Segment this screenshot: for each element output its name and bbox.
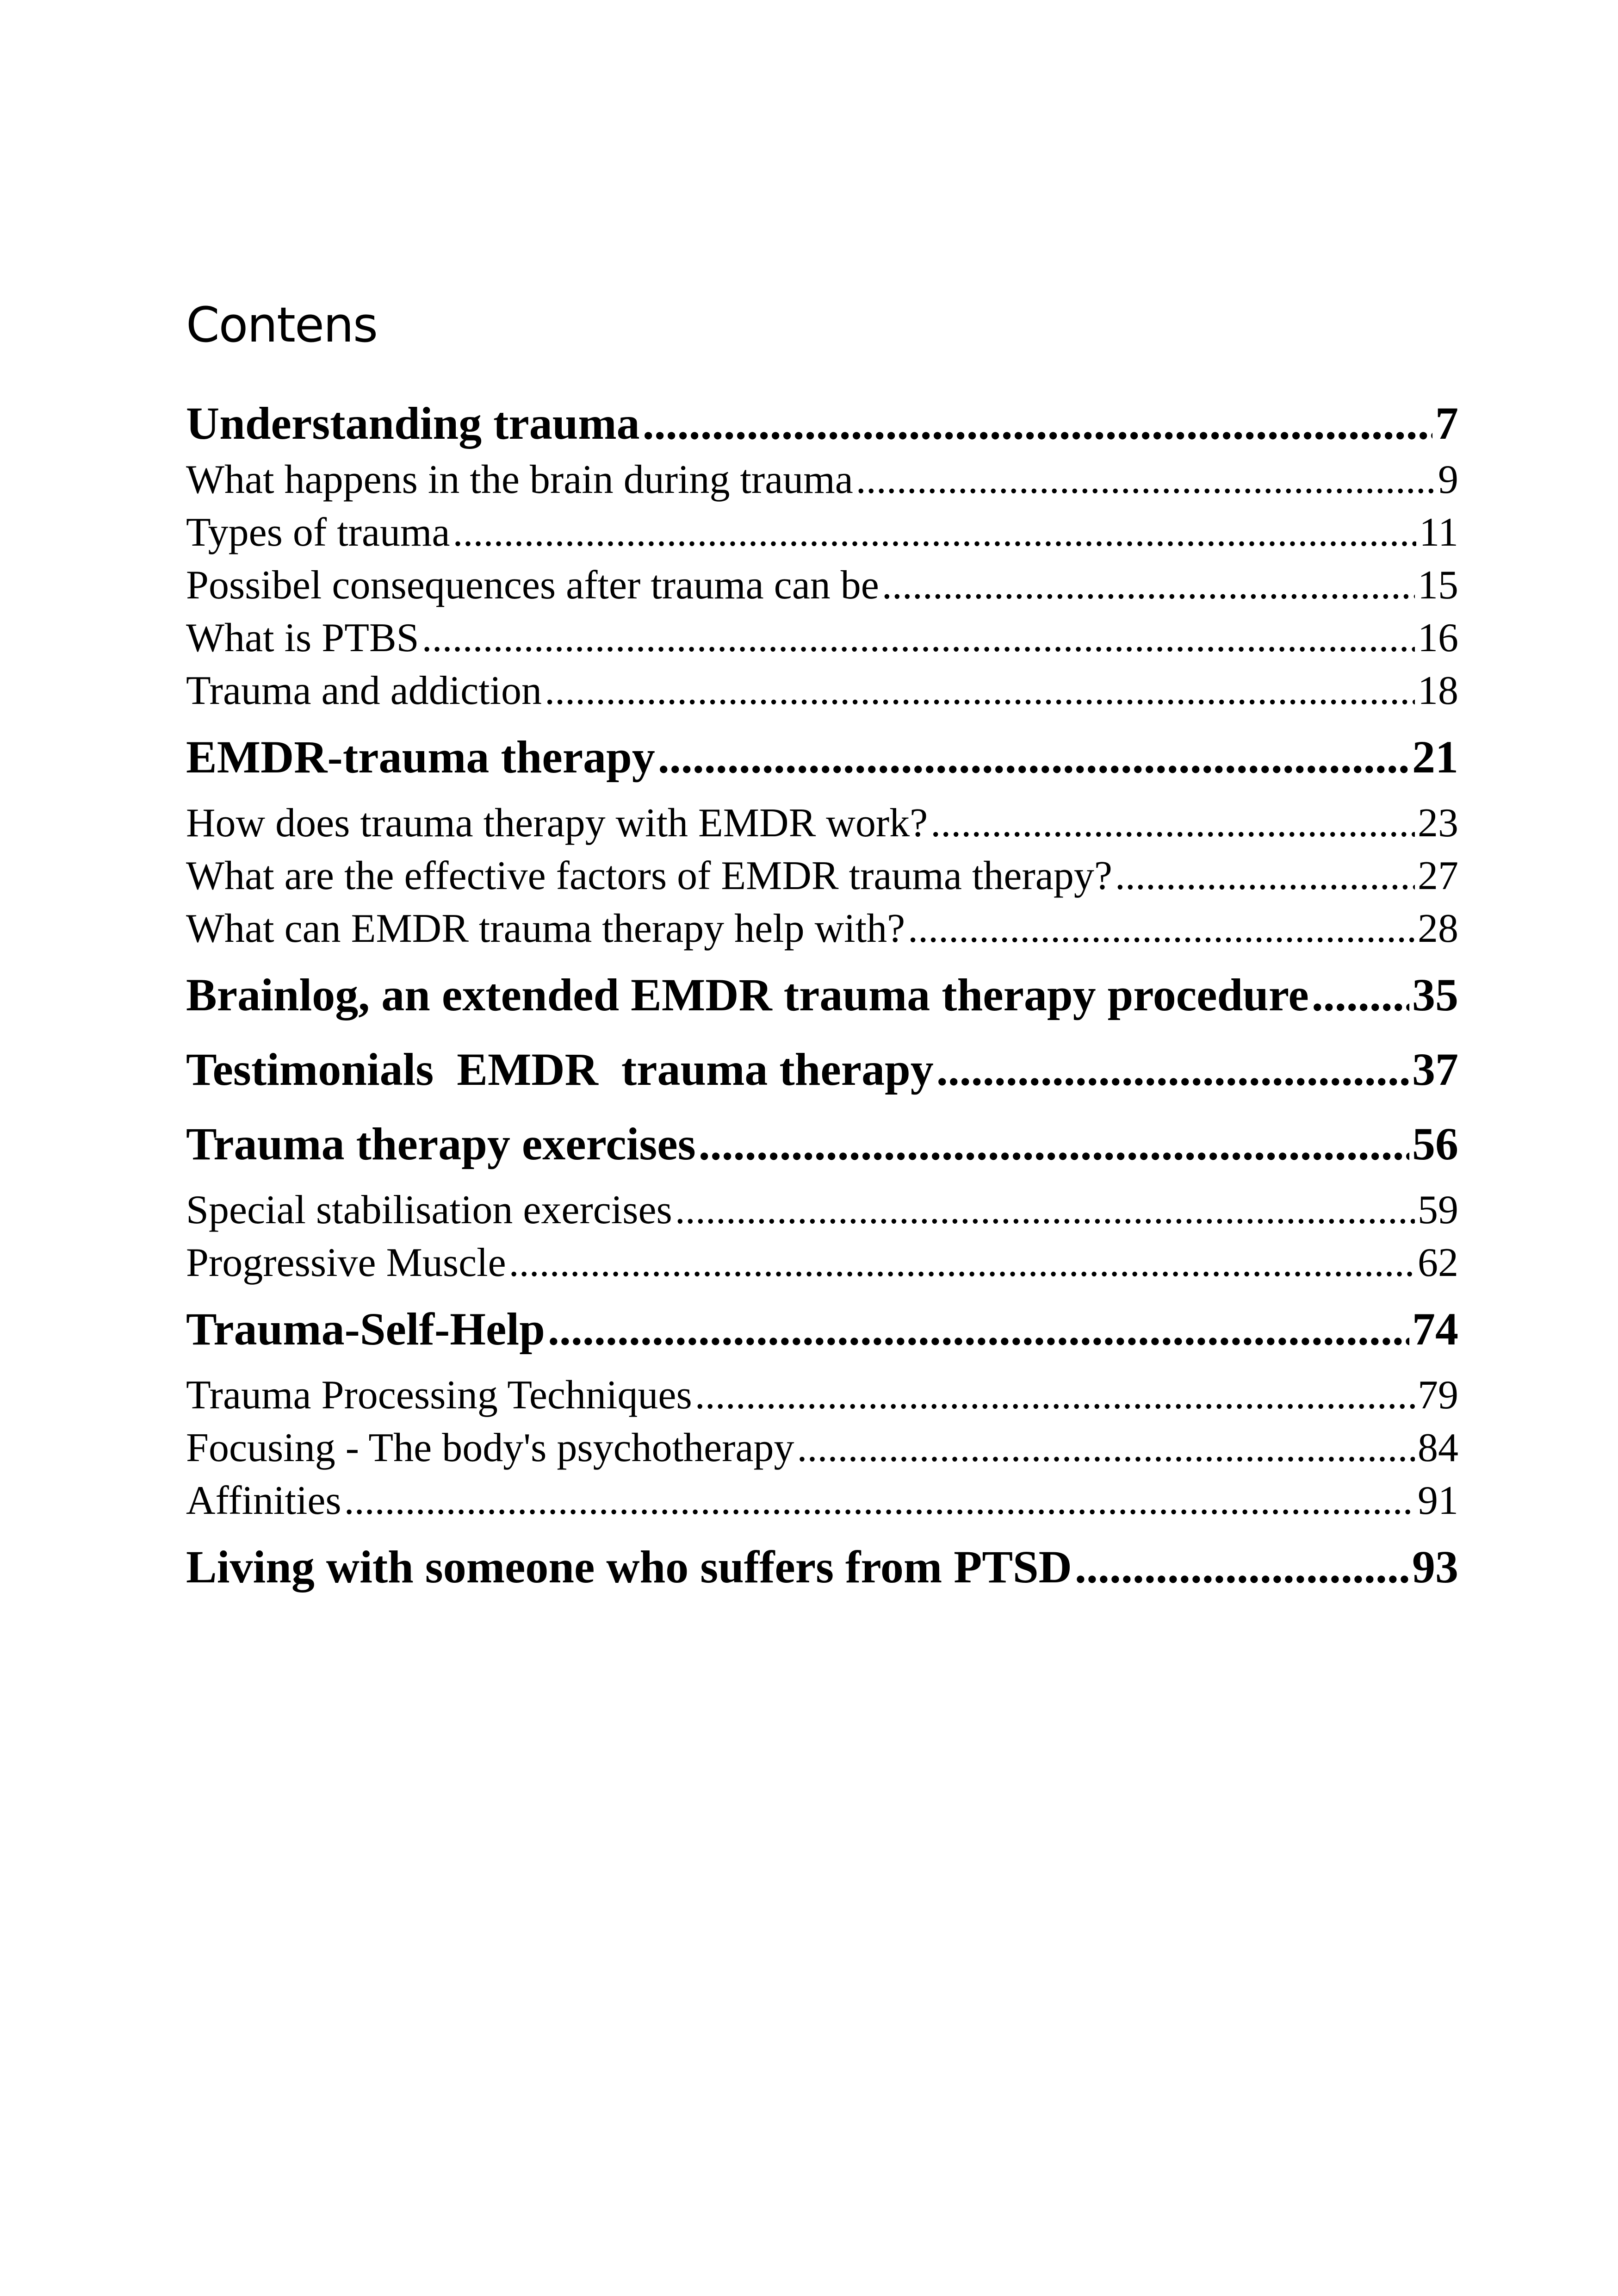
toc-entry-title: Trauma Processing Techniques xyxy=(186,1373,692,1418)
dot-leader xyxy=(545,665,1415,717)
toc-entry-living-with-ptsd[interactable] xyxy=(186,1527,1458,1607)
dot-leader xyxy=(908,902,1415,955)
toc-entry-page: 56 xyxy=(1412,1118,1458,1170)
toc-entry-focusing[interactable] xyxy=(186,1422,1458,1475)
dot-leader xyxy=(856,454,1435,506)
toc-entry-title: Trauma therapy exercises xyxy=(186,1118,696,1170)
dot-leader xyxy=(797,1422,1415,1475)
toc-entry-trauma-self-help[interactable] xyxy=(186,1289,1458,1369)
toc-entry-title: Trauma and addiction xyxy=(186,668,542,713)
dot-leader xyxy=(699,1104,1409,1184)
toc-entry-page: 18 xyxy=(1418,668,1458,713)
toc-entry-title: Brainlog, an extended EMDR trauma therapy procedure xyxy=(186,969,1309,1020)
toc-entry-page: 59 xyxy=(1418,1188,1458,1232)
dot-leader xyxy=(675,1184,1415,1237)
toc-entry-stabilisation-exercises[interactable] xyxy=(186,1184,1458,1237)
toc-entry-page: 91 xyxy=(1418,1478,1458,1523)
dot-leader xyxy=(695,1369,1415,1422)
dot-leader xyxy=(882,559,1415,612)
toc-entry-title: What is PTBS xyxy=(186,616,419,660)
toc-heading: Contens xyxy=(186,297,378,353)
dot-leader xyxy=(422,612,1415,665)
toc-entry-title: Special stabilisation exercises xyxy=(186,1188,672,1232)
dot-leader xyxy=(1075,1527,1409,1607)
toc-entry-title: Focusing - The body's psychotherapy xyxy=(186,1425,794,1470)
toc-entry-page: 28 xyxy=(1418,906,1458,951)
toc-entry-title: What happens in the brain during trauma xyxy=(186,457,853,502)
dot-leader xyxy=(1115,850,1415,902)
dot-leader xyxy=(453,506,1417,559)
dot-leader xyxy=(643,393,1432,454)
toc-entry-page: 11 xyxy=(1419,510,1458,555)
toc-entry-page: 74 xyxy=(1412,1303,1458,1355)
toc-entry-affinities[interactable] xyxy=(186,1475,1458,1527)
toc-entry-title: What are the effective factors of EMDR trauma therapy? xyxy=(186,853,1112,898)
toc-entry-page: 9 xyxy=(1438,457,1458,502)
toc-entry-title: How does trauma therapy with EMDR work? xyxy=(186,801,928,846)
toc-entry-emdr-trauma-therapy[interactable] xyxy=(186,717,1458,797)
toc-entry-title: Affinities xyxy=(186,1478,341,1523)
toc-entry-page: 23 xyxy=(1418,801,1458,846)
toc-entry-types-of-trauma[interactable] xyxy=(186,506,1458,559)
toc-entry-page: 27 xyxy=(1418,853,1458,898)
toc-entry-page: 84 xyxy=(1418,1425,1458,1470)
dot-leader xyxy=(1312,955,1409,1035)
toc-entry-title: EMDR-trauma therapy xyxy=(186,731,655,783)
toc-entry-what-is-ptbs[interactable] xyxy=(186,612,1458,665)
toc-entry-title: Testimonials EMDR trauma therapy xyxy=(186,1044,934,1095)
toc-entry-title: Possibel consequences after trauma can be xyxy=(186,563,879,608)
toc-entry-page: 93 xyxy=(1412,1541,1458,1593)
toc-entry-page: 7 xyxy=(1435,398,1458,449)
toc-entry-testimonials[interactable] xyxy=(186,1035,1458,1104)
toc-entry-trauma-and-addiction[interactable] xyxy=(186,665,1458,717)
toc-entry-page: 15 xyxy=(1418,563,1458,608)
toc-entry-title: Trauma-Self-Help xyxy=(186,1303,545,1355)
toc-entry-progressive-muscle[interactable] xyxy=(186,1237,1458,1289)
dot-leader xyxy=(930,797,1415,850)
toc-entry-brainlog[interactable] xyxy=(186,955,1458,1035)
toc-entry-effective-factors[interactable] xyxy=(186,850,1458,902)
toc-entry-title: Progressive Muscle xyxy=(186,1240,506,1285)
toc-entry-emdr-help-with[interactable] xyxy=(186,902,1458,955)
toc-entry-possible-consequences[interactable] xyxy=(186,559,1458,612)
dot-leader xyxy=(509,1237,1415,1289)
toc-entry-page: 62 xyxy=(1418,1240,1458,1285)
toc-entry-page: 37 xyxy=(1412,1044,1458,1095)
toc-entry-understanding-trauma[interactable] xyxy=(186,393,1458,454)
toc-entry-page: 35 xyxy=(1412,969,1458,1020)
toc-entry-how-emdr-works[interactable] xyxy=(186,797,1458,850)
toc-entry-page: 21 xyxy=(1412,731,1458,783)
dot-leader xyxy=(548,1289,1409,1369)
toc-entry-trauma-therapy-exercises[interactable] xyxy=(186,1104,1458,1184)
toc-entry-title: Living with someone who suffers from PTSD xyxy=(186,1541,1072,1593)
toc-entry-page: 16 xyxy=(1418,616,1458,660)
toc-entry-processing-techniques[interactable] xyxy=(186,1369,1458,1422)
toc-entry-page: 79 xyxy=(1418,1373,1458,1418)
dot-leader xyxy=(344,1475,1415,1527)
dot-leader xyxy=(936,1035,1409,1104)
table-of-contents xyxy=(186,393,1458,1607)
toc-entry-title: What can EMDR trauma therapy help with? xyxy=(186,906,905,951)
toc-entry-title: Types of trauma xyxy=(186,510,450,555)
dot-leader xyxy=(658,717,1409,797)
toc-entry-title: Understanding trauma xyxy=(186,398,640,449)
toc-entry-brain-during-trauma[interactable] xyxy=(186,454,1458,506)
